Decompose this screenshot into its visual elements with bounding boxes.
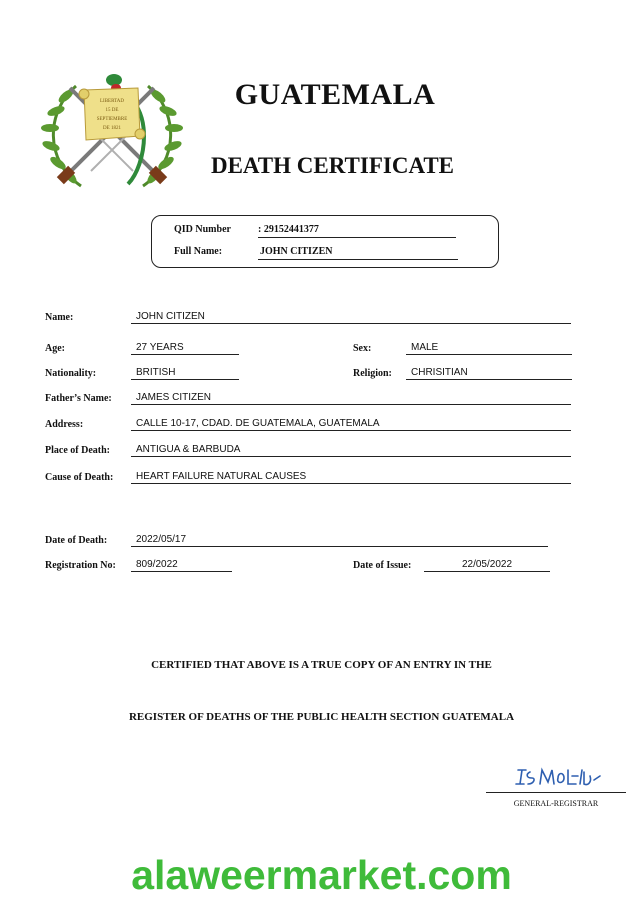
date-of-death-value: 2022/05/17 [131, 533, 548, 547]
place-of-death-label: Place of Death: [45, 445, 110, 456]
sex-label: Sex: [353, 343, 372, 354]
date-of-issue-label: Date of Issue: [353, 560, 412, 571]
svg-text:15 DE: 15 DE [105, 108, 119, 113]
place-of-death-value: ANTIGUA & BARBUDA [131, 443, 571, 457]
address-value: CALLE 10-17, CDAD. DE GUATEMALA, GUATEMALA [131, 417, 571, 431]
name-label: Name: [45, 312, 74, 323]
svg-text:SEPTIEMBRE: SEPTIEMBRE [96, 117, 128, 122]
name-value: JOHN CITIZEN [131, 310, 571, 324]
handwritten-signature [512, 762, 602, 790]
father-label: Father’s Name: [45, 393, 112, 404]
nationality-label: Nationality: [45, 368, 97, 379]
document-title: DEATH CERTIFICATE [210, 153, 455, 178]
religion-value: CHRISITIAN [406, 366, 572, 380]
nationality-value: BRITISH [131, 366, 239, 380]
age-label: Age: [45, 343, 65, 354]
religion-label: Religion: [353, 368, 392, 379]
svg-text:DE 1821: DE 1821 [103, 126, 121, 131]
coat-of-arms-emblem [36, 66, 188, 198]
address-label: Address: [45, 419, 84, 430]
svg-text:LIBERTAD: LIBERTAD [99, 99, 125, 104]
qid-value: : 29152441377 [258, 223, 456, 238]
qid-label: QID Number [174, 224, 231, 235]
registrar-title: GENERAL-REGISTRAR [513, 799, 599, 808]
country-title: GUATEMALA [234, 78, 436, 111]
cause-of-death-value: HEART FAILURE NATURAL CAUSES [131, 470, 571, 484]
certification-line-1: CERTIFIED THAT ABOVE IS A TRUE COPY OF AN ENTRY IN THE [151, 659, 492, 671]
liberty-scroll-icon [79, 88, 145, 140]
cause-of-death-label: Cause of Death: [45, 472, 114, 483]
registration-value: 809/2022 [131, 558, 232, 572]
date-of-death-label: Date of Death: [45, 535, 108, 546]
signature-line [486, 792, 626, 793]
fullname-value: JOHN CITIZEN [258, 245, 458, 260]
father-value: JAMES CITIZEN [131, 391, 571, 405]
fullname-label: Full Name: [174, 246, 223, 257]
registration-label: Registration No: [45, 560, 116, 571]
sex-value: MALE [406, 341, 572, 355]
date-of-issue-value: 22/05/2022 [424, 558, 550, 572]
age-value: 27 YEARS [131, 341, 239, 355]
watermark-text: alaweermarket.com [131, 852, 512, 898]
certification-line-2: REGISTER OF DEATHS OF THE PUBLIC HEALTH SECTION GUATEMALA [128, 711, 515, 723]
